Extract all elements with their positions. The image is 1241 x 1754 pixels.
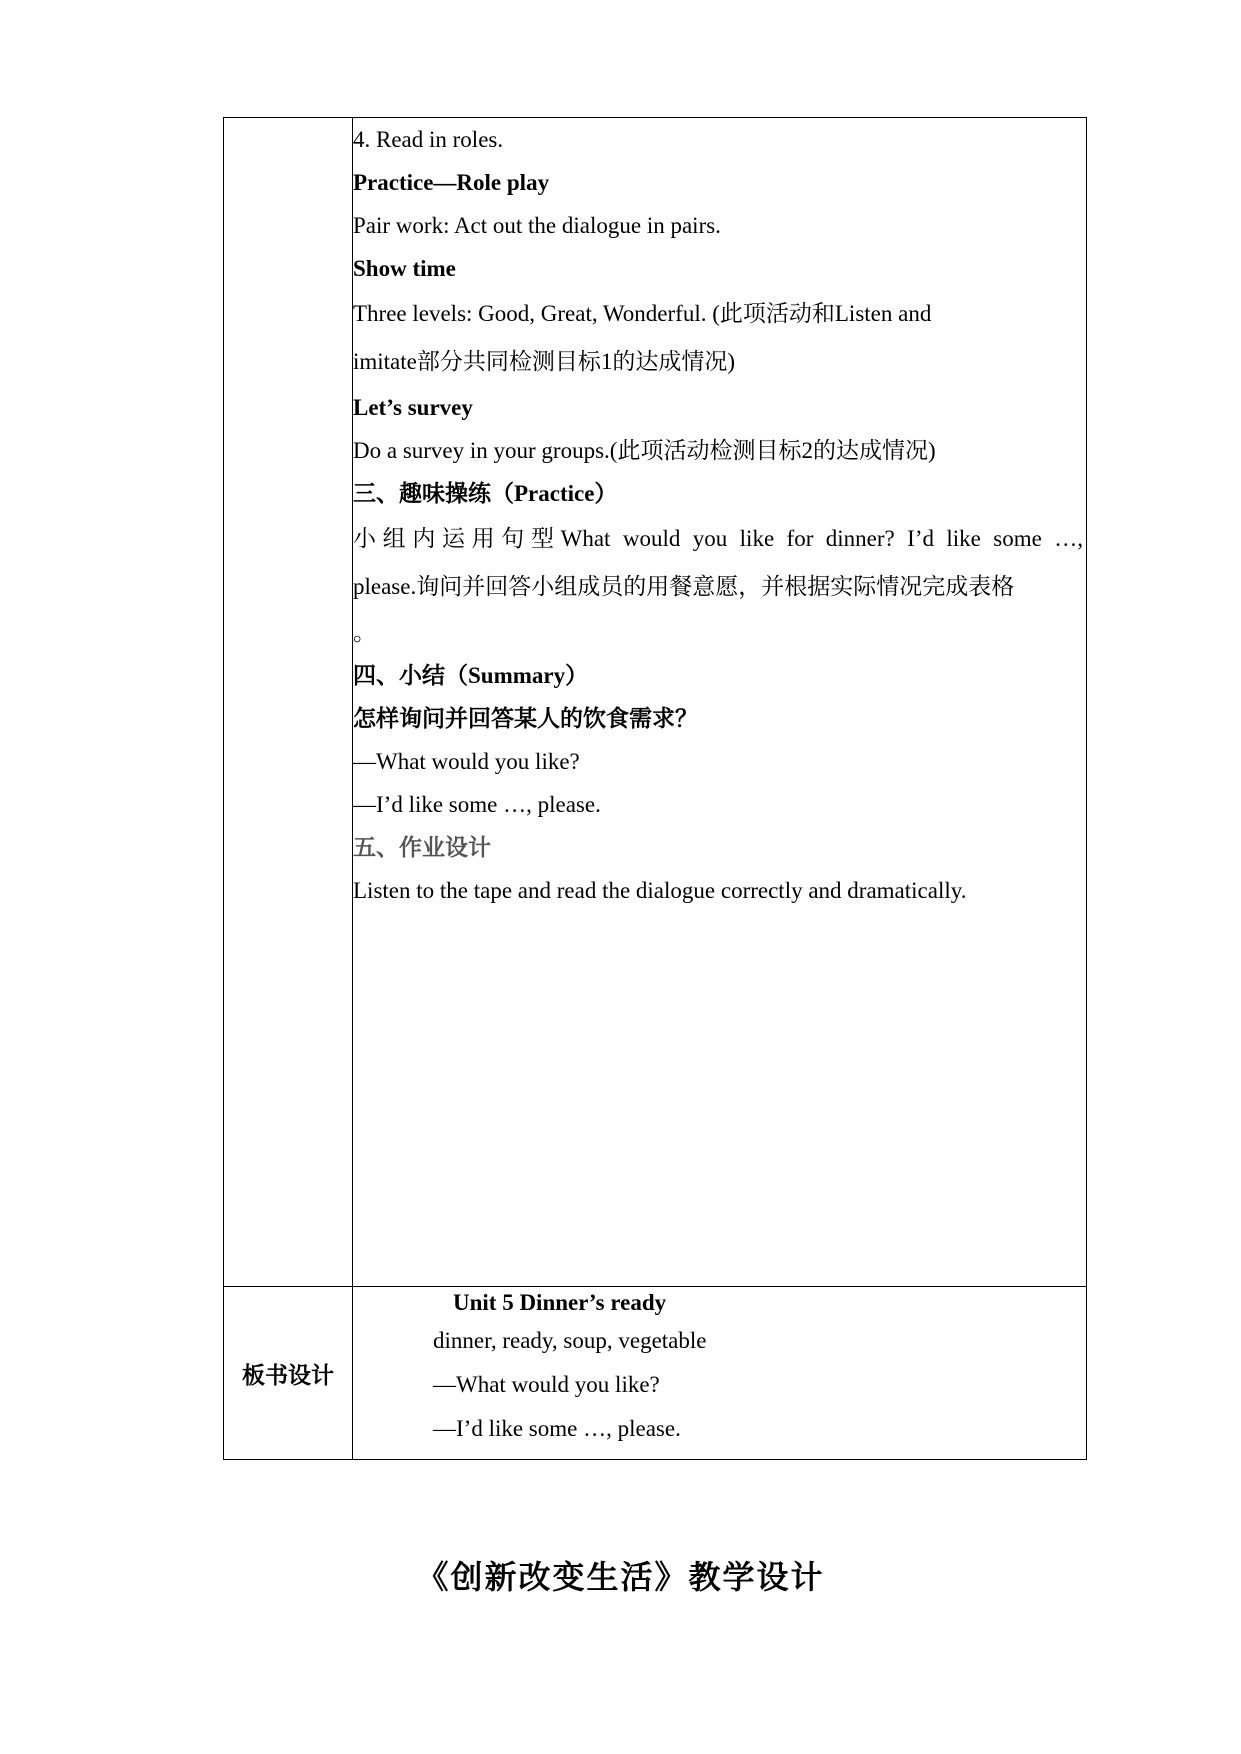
survey-text: Do a survey in your groups.(此项活动检测目标2的达成情况) — [353, 438, 936, 463]
practice-text-2: please.询问并回答小组成员的用餐意愿，并根据实际情况完成表格 — [353, 574, 1015, 599]
heading-role-play: Practice—Role play — [353, 170, 550, 195]
show-time-text-2: imitate部分共同检测目标1的达成情况) — [353, 349, 736, 374]
step-read-roles: 4. Read in roles. — [353, 127, 504, 152]
practice-text-3: 。 — [353, 620, 376, 645]
board-question: —What would you like? — [433, 1372, 660, 1397]
summary-a-line: —I’d like some …, please. — [353, 792, 601, 817]
homework-text: Listen to the tape and read the dialogue correctly and dramatically. — [353, 878, 967, 903]
board-vocab: dinner, ready, soup, vegetable — [433, 1328, 707, 1353]
practice-text-1: 小组内运用句型What would you like for dinner? I’d like some …, — [353, 526, 1083, 551]
board-title: Unit 5 Dinner’s ready — [453, 1290, 667, 1315]
procedure-label-cell — [224, 118, 353, 1287]
board-design-content — [353, 1287, 1087, 1460]
procedure-content-cell — [353, 118, 1087, 1287]
heading-lets-survey: Let’s survey — [353, 395, 473, 420]
document-title: 《创新改变生活》教学设计 — [416, 1558, 825, 1596]
pair-work-text: Pair work: Act out the dialogue in pairs. — [353, 213, 721, 238]
show-time-text-1: Three levels: Good, Great, Wonderful. (此项活动和Listen and — [353, 301, 932, 326]
procedure-row — [224, 118, 1087, 1287]
summary-q-line: —What would you like? — [353, 749, 580, 774]
board-design-label: 板书设计 — [224, 1287, 353, 1460]
heading-summary: 四、小结（Summary） — [353, 663, 589, 688]
heading-practice: 三、趣味操练（Practice） — [353, 481, 618, 506]
heading-show-time: Show time — [353, 256, 456, 281]
heading-homework: 五、作业设计 — [353, 835, 491, 860]
board-design-row — [224, 1287, 1087, 1460]
board-answer: —I’d like some …, please. — [433, 1416, 681, 1441]
lesson-plan-table — [223, 117, 1087, 1460]
summary-question: 怎样询问并回答某人的饮食需求？ — [353, 706, 698, 731]
